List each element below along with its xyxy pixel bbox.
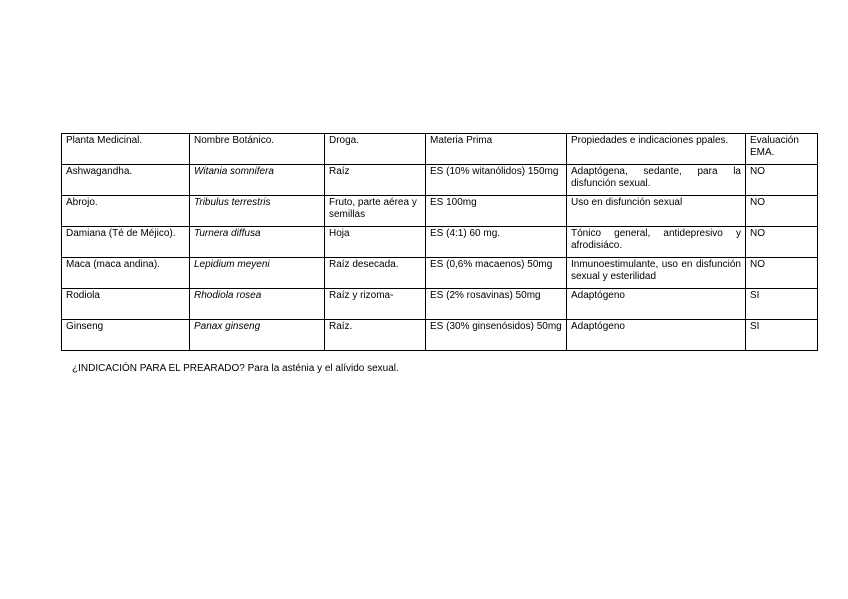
table-cell: ES (0,6% macaenos) 50mg bbox=[426, 258, 567, 289]
table-cell: Inmunoestimulante, uso en disfunción sexual y esterilidad bbox=[567, 258, 746, 289]
table-header-row bbox=[62, 134, 818, 165]
header-cell: Materia Prima bbox=[426, 134, 567, 165]
table-row bbox=[62, 227, 818, 258]
table-row bbox=[62, 258, 818, 289]
table-cell: SI bbox=[746, 289, 818, 320]
table-cell: NO bbox=[746, 227, 818, 258]
table-cell: Raíz desecada. bbox=[325, 258, 426, 289]
header-cell: Propiedades e indicaciones ppales. bbox=[567, 134, 746, 165]
table-cell: ES (10% witanólidos) 150mg bbox=[426, 165, 567, 196]
medicinal-plants-table bbox=[61, 133, 818, 351]
table-row bbox=[62, 196, 818, 227]
header-cell: Evaluación EMA. bbox=[746, 134, 818, 165]
table-cell: Rhodiola rosea bbox=[190, 289, 325, 320]
table-cell: Uso en disfunción sexual bbox=[567, 196, 746, 227]
table-row bbox=[62, 165, 818, 196]
table-cell: ES (4:1) 60 mg. bbox=[426, 227, 567, 258]
table-cell: ES (30% ginsenósidos) 50mg bbox=[426, 320, 567, 351]
table-cell: Rodiola bbox=[62, 289, 190, 320]
table-cell: Ashwagandha. bbox=[62, 165, 190, 196]
table-cell: Damiana (Té de Méjico). bbox=[62, 227, 190, 258]
table-cell: Hoja bbox=[325, 227, 426, 258]
table-cell: Turnera diffusa bbox=[190, 227, 325, 258]
table-cell: NO bbox=[746, 258, 818, 289]
table-row bbox=[62, 320, 818, 351]
header-cell: Planta Medicinal. bbox=[62, 134, 190, 165]
table-cell: Adaptógeno bbox=[567, 320, 746, 351]
table-cell: Fruto, parte aérea y semillas bbox=[325, 196, 426, 227]
table-cell: Lepidium meyeni bbox=[190, 258, 325, 289]
table-cell: Witania somnifera bbox=[190, 165, 325, 196]
table-cell: Ginseng bbox=[62, 320, 190, 351]
table-cell: ES (2% rosavinas) 50mg bbox=[426, 289, 567, 320]
table-row bbox=[62, 289, 818, 320]
table-cell: NO bbox=[746, 196, 818, 227]
header-cell: Nombre Botánico. bbox=[190, 134, 325, 165]
table-cell: Raíz bbox=[325, 165, 426, 196]
table-cell: Panax ginseng bbox=[190, 320, 325, 351]
table-cell: NO bbox=[746, 165, 818, 196]
table-cell: ES 100mg bbox=[426, 196, 567, 227]
table-cell: Raíz. bbox=[325, 320, 426, 351]
table-cell: Tribulus terrestris bbox=[190, 196, 325, 227]
table-cell: SI bbox=[746, 320, 818, 351]
indication-note: ¿INDICACIÓN PARA EL PREARADO? Para la asténia y el alívido sexual. bbox=[72, 363, 399, 374]
table-cell: Maca (maca andina). bbox=[62, 258, 190, 289]
table-cell: Abrojo. bbox=[62, 196, 190, 227]
table-cell: Tónico general, antidepresivo y afrodisiáco. bbox=[567, 227, 746, 258]
table-cell: Raíz y rizoma- bbox=[325, 289, 426, 320]
table-cell: Adaptógeno bbox=[567, 289, 746, 320]
table-cell: Adaptógena, sedante, para la disfunción sexual. bbox=[567, 165, 746, 196]
header-cell: Droga. bbox=[325, 134, 426, 165]
